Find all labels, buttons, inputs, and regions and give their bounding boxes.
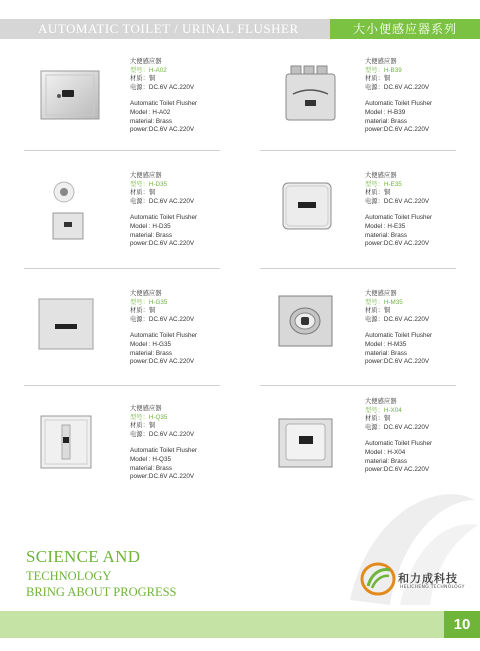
cn-model: 型号：H-D35 (130, 180, 168, 188)
product-image-h-g35 (38, 298, 94, 350)
cn-type: 大便感应器 (365, 58, 397, 65)
cn-power: 电源：DC.6V AC.220V (365, 197, 430, 205)
product-h-g35 (130, 290, 197, 367)
en-model: Model : H-X04 (365, 448, 406, 456)
en-material: material: Brass (130, 231, 172, 239)
series-title-cn: 大小便感应器系列 (330, 19, 480, 39)
en-type: Automatic Toilet Flusher (130, 214, 198, 222)
company-logo-icon (360, 562, 396, 596)
cn-model: 型号：H-Q35 (130, 413, 168, 421)
en-power: power:DC.6V AC.220V (130, 473, 195, 481)
cn-model: 型号：H-G35 (130, 298, 168, 306)
en-model: Model : H-E35 (365, 222, 406, 230)
cn-material: 材质：铜 (365, 189, 391, 197)
en-type: Automatic Toilet Flusher (365, 100, 433, 108)
product-image-h-m35 (278, 295, 333, 347)
product-image-h-d35-box (52, 212, 84, 240)
en-model: Model : H-B39 (365, 108, 406, 116)
cn-power: 电源：DC.6V AC.220V (365, 315, 430, 323)
cn-type: 大便感应器 (130, 172, 162, 179)
en-material: material: Brass (365, 349, 407, 357)
product-image-h-q35 (40, 415, 92, 469)
cn-material: 材质：铜 (365, 307, 391, 315)
cn-type: 大便感应器 (365, 290, 397, 297)
cn-material: 材质：铜 (365, 415, 391, 423)
cn-material: 材质：铜 (365, 75, 391, 83)
product-h-a02 (130, 58, 197, 135)
cn-power: 电源：DC.6V AC.220V (365, 423, 430, 431)
product-h-q35 (130, 405, 197, 482)
product-image-h-x04 (278, 418, 333, 468)
product-image-h-d35-button (52, 180, 76, 204)
product-image-h-b39 (283, 64, 338, 124)
slogan-line-3: BRING ABOUT PROGRESS (26, 585, 177, 599)
divider-left-1 (24, 150, 220, 151)
cn-power: 电源：DC.6V AC.220V (130, 315, 195, 323)
en-model: Model : H-D35 (130, 222, 171, 230)
cn-power: 电源：DC.6V AC.220V (130, 430, 195, 438)
en-power: power:DC.6V AC.220V (365, 358, 430, 366)
en-material: material: Brass (365, 231, 407, 239)
divider-right-3 (260, 385, 456, 386)
cn-model: 型号：H-M35 (365, 298, 403, 306)
cn-material: 材质：铜 (130, 307, 156, 315)
cn-material: 材质：铜 (130, 189, 156, 197)
cn-type: 大便感应器 (130, 290, 162, 297)
cn-type: 大便感应器 (365, 398, 397, 405)
cn-type: 大便感应器 (365, 172, 397, 179)
company-name-en: HELICHENG TECHNOLOGY (400, 585, 465, 590)
slogan-line-2: TECHNOLOGY (26, 569, 112, 583)
en-type: Automatic Toilet Flusher (130, 100, 198, 108)
company-name-cn: 和力成科技 (398, 572, 458, 585)
cn-material: 材质：铜 (130, 422, 156, 430)
footer-band (0, 611, 444, 638)
product-image-h-e35 (282, 182, 332, 230)
cn-model: 型号：H-E35 (365, 180, 402, 188)
cn-material: 材质：铜 (130, 75, 156, 83)
cn-power: 电源：DC.6V AC.220V (130, 83, 195, 91)
divider-right-1 (260, 150, 456, 151)
en-power: power:DC.6V AC.220V (130, 240, 195, 248)
en-material: material: Brass (130, 464, 172, 472)
product-h-b39 (365, 58, 432, 135)
en-material: material: Brass (365, 117, 407, 125)
product-h-d35 (130, 172, 197, 249)
divider-left-2 (24, 268, 220, 269)
en-type: Automatic Toilet Flusher (365, 332, 433, 340)
en-material: material: Brass (130, 117, 172, 125)
cn-power: 电源：DC.6V AC.220V (365, 83, 430, 91)
cn-model: 型号：H-X04 (365, 406, 402, 414)
en-model: Model : H-G35 (130, 340, 171, 348)
cn-type: 大便感应器 (130, 405, 162, 412)
product-h-x04 (365, 398, 432, 475)
en-type: Automatic Toilet Flusher (130, 447, 198, 455)
en-model: Model : H-M35 (365, 340, 407, 348)
en-type: Automatic Toilet Flusher (365, 214, 433, 222)
product-image-h-a02 (40, 70, 100, 120)
cn-power: 电源：DC.6V AC.220V (130, 197, 195, 205)
en-model: Model : H-A02 (130, 108, 171, 116)
en-power: power:DC.6V AC.220V (365, 126, 430, 134)
cn-model: 型号：H-B39 (365, 66, 402, 74)
cn-type: 大便感应器 (130, 58, 162, 65)
product-h-m35 (365, 290, 432, 367)
en-power: power:DC.6V AC.220V (365, 240, 430, 248)
en-model: Model : H-Q35 (130, 455, 171, 463)
en-power: power:DC.6V AC.220V (365, 466, 430, 474)
en-material: material: Brass (365, 457, 407, 465)
page-number: 10 (444, 611, 480, 638)
divider-left-3 (24, 385, 220, 386)
product-h-e35 (365, 172, 432, 249)
slogan-line-1: SCIENCE AND (26, 547, 141, 566)
en-type: Automatic Toilet Flusher (130, 332, 198, 340)
divider-right-2 (260, 268, 456, 269)
en-type: Automatic Toilet Flusher (365, 440, 433, 448)
page-title: AUTOMATIC TOILET / URINAL FLUSHER (38, 21, 299, 36)
en-power: power:DC.6V AC.220V (130, 126, 195, 134)
en-power: power:DC.6V AC.220V (130, 358, 195, 366)
en-material: material: Brass (130, 349, 172, 357)
cn-model: 型号：H-A02 (130, 66, 167, 74)
